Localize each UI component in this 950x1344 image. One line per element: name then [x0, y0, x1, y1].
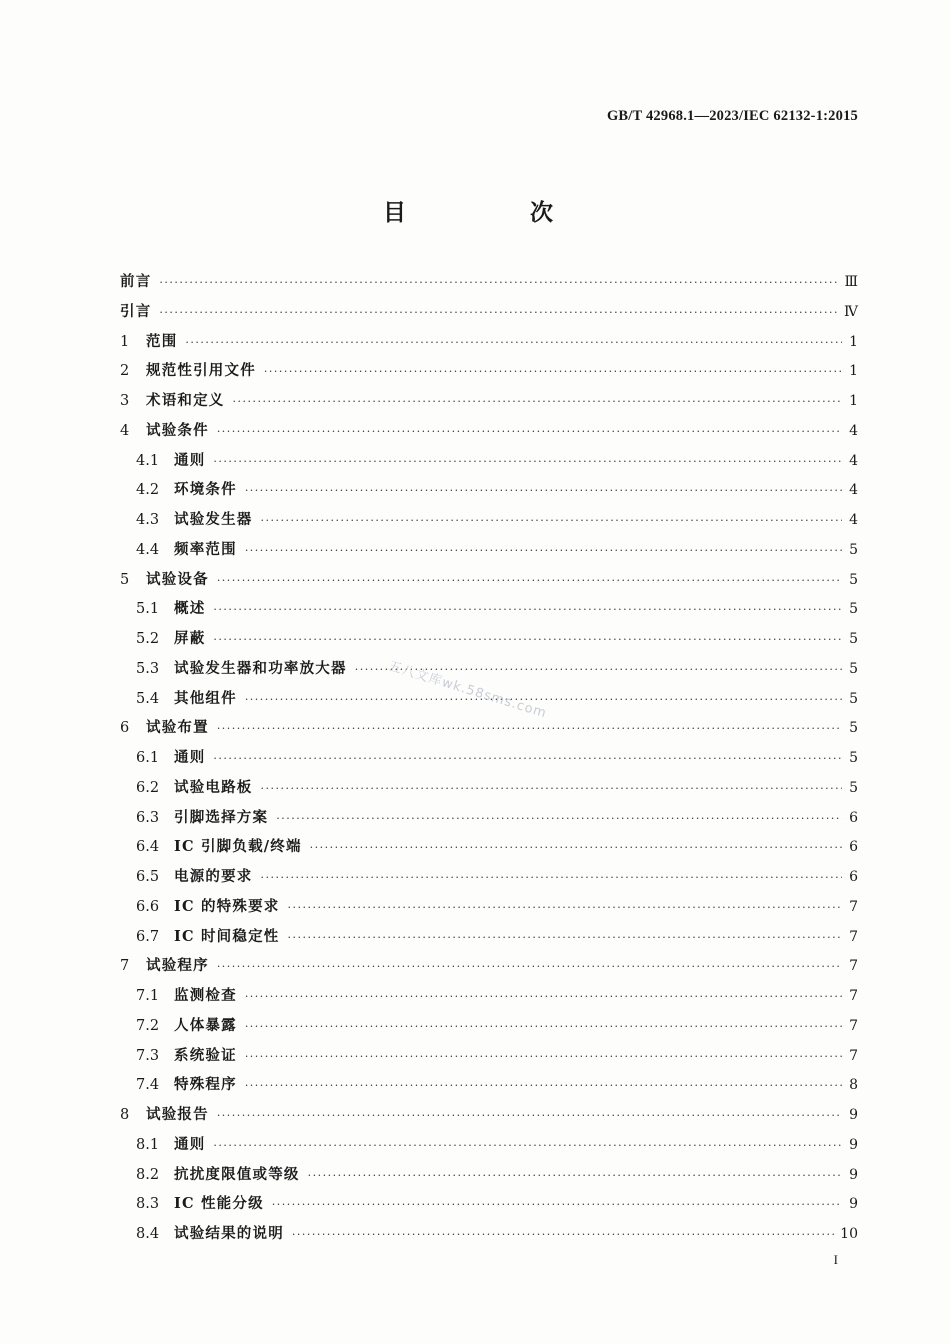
- toc-entry-page: 5: [849, 750, 858, 766]
- toc-dot-leader: [261, 514, 843, 527]
- toc-entry-title: 试验电路板: [174, 778, 253, 796]
- toc-entry[interactable]: [120, 776, 858, 806]
- toc-entry-page: 7: [849, 928, 858, 945]
- document-standard-number: GB/T 42968.1—2023/IEC 62132-1:2015: [606, 108, 858, 124]
- toc-dot-leader: [287, 901, 842, 914]
- toc-entry-page: 7: [849, 1017, 858, 1034]
- toc-entry-number: 6.3: [136, 809, 160, 826]
- toc-entry[interactable]: [120, 1163, 858, 1193]
- toc-entry-page: 7: [849, 1047, 858, 1064]
- toc-entry-title: 试验设备: [146, 570, 209, 588]
- toc-entry-page: 4: [849, 482, 858, 499]
- toc-entry-title: 试验条件: [146, 421, 209, 439]
- toc-dot-leader: [233, 395, 843, 408]
- toc-dot-leader: [217, 1109, 842, 1122]
- toc-entry-number: 4: [120, 422, 130, 439]
- toc-entry[interactable]: [120, 657, 858, 687]
- toc-entry[interactable]: [120, 1014, 858, 1044]
- toc-entry-page: 9: [849, 1107, 858, 1123]
- toc-entry[interactable]: [120, 478, 858, 508]
- toc-entry-number: 4.3: [136, 512, 160, 528]
- toc-entry-title: IC 时间稳定性: [174, 927, 280, 945]
- toc-dot-leader: [310, 841, 842, 854]
- toc-dot-leader: [213, 603, 842, 616]
- toc-entry-number: 6.2: [136, 779, 160, 796]
- toc-entry-page: 5: [849, 720, 858, 737]
- toc-dot-leader: [159, 306, 840, 319]
- toc-entry-number: 8.3: [136, 1196, 160, 1213]
- toc-entry-number: 1: [120, 333, 130, 350]
- toc-entry[interactable]: [120, 895, 858, 925]
- toc-dot-leader: [213, 455, 842, 468]
- toc-entry-title: 试验发生器: [174, 511, 253, 528]
- toc-entry[interactable]: [120, 1103, 858, 1133]
- toc-dot-leader: [292, 1228, 836, 1241]
- toc-dot-leader: [217, 574, 842, 587]
- toc-entry-page: 7: [849, 988, 858, 1004]
- toc-entry-number: 8.1: [136, 1136, 160, 1153]
- toc-entry[interactable]: [120, 389, 858, 419]
- toc-entry[interactable]: [120, 568, 858, 598]
- toc-entry-title: IC 的特殊要求: [174, 897, 280, 915]
- toc-entry-title: 引言: [120, 302, 152, 320]
- toc-entry[interactable]: [120, 449, 858, 479]
- toc-entry-number: 4.1: [136, 452, 160, 469]
- toc-entry-number: 6.7: [136, 928, 160, 945]
- toc-entry-page: 7: [849, 958, 858, 975]
- toc-entry[interactable]: [120, 925, 858, 955]
- toc-entry-page: Ⅳ: [844, 303, 858, 320]
- toc-entry-title: 特殊程序: [174, 1076, 237, 1094]
- toc-entry-title: 系统验证: [174, 1046, 237, 1064]
- toc-entry-title: 试验报告: [146, 1106, 209, 1123]
- toc-entry-number: 5.1: [136, 601, 160, 618]
- toc-entry[interactable]: [120, 984, 858, 1014]
- toc-entry-page: 5: [849, 571, 858, 588]
- toc-entry-page: 1: [849, 333, 858, 350]
- toc-dot-leader: [245, 484, 842, 497]
- toc-entry-title: IC 性能分级: [174, 1195, 264, 1213]
- toc-entry-page: 6: [849, 869, 858, 885]
- toc-entry[interactable]: [120, 716, 858, 746]
- toc-entry-title: 通则: [174, 749, 206, 766]
- toc-entry[interactable]: [120, 330, 858, 360]
- toc-entry-title: 概述: [174, 600, 206, 618]
- toc-dot-leader: [245, 990, 842, 1003]
- toc-entry-page: 5: [849, 601, 858, 618]
- toc-entry-page: 5: [849, 660, 858, 677]
- page-title: 目 次: [382, 199, 611, 226]
- toc-entry-number: 4.2: [136, 482, 160, 499]
- toc-entry[interactable]: [120, 508, 858, 538]
- toc-entry-number: 6.6: [136, 898, 160, 915]
- toc-dot-leader: [217, 722, 842, 735]
- toc-entry-title: 电源的要求: [174, 868, 253, 885]
- watermark: 五八文库wk.58sms.com: [386, 658, 549, 722]
- toc-entry-title: 环境条件: [174, 481, 237, 499]
- toc-entry-number: 5.3: [136, 660, 160, 677]
- toc-entry-title: 规范性引用文件: [146, 362, 256, 380]
- toc-entry-number: 6.4: [136, 839, 160, 856]
- toc-entry-title: 引脚选择方案: [174, 808, 269, 826]
- toc-entry-page: 1: [849, 363, 858, 380]
- toc-entry[interactable]: [120, 865, 858, 895]
- toc-entry-page: 7: [849, 898, 858, 915]
- toc-dot-leader: [245, 1050, 842, 1063]
- toc-entry-number: 6.1: [136, 750, 160, 766]
- toc-entry-page: 9: [849, 1196, 858, 1213]
- toc-dot-leader: [185, 336, 842, 349]
- toc-entry-number: 7.1: [136, 988, 160, 1004]
- toc-entry-number: 6: [120, 720, 130, 737]
- toc-entry-number: 5: [120, 571, 130, 588]
- toc-entry-number: 4.4: [136, 541, 160, 558]
- toc-entry[interactable]: [120, 746, 858, 776]
- toc-entry-page: 5: [849, 690, 858, 707]
- toc-entry[interactable]: [120, 954, 858, 984]
- toc-entry-page: 9: [849, 1136, 858, 1153]
- toc-entry-number: 5.4: [136, 690, 160, 707]
- toc-entry-page: 6: [849, 809, 858, 826]
- toc-entry-page: 4: [849, 452, 858, 469]
- toc-entry-page: 6: [849, 839, 858, 856]
- toc-dot-leader: [264, 365, 842, 378]
- toc-entry-title: 术语和定义: [146, 392, 225, 409]
- toc-entry[interactable]: [120, 627, 858, 657]
- toc-entry-number: 7.4: [136, 1077, 160, 1094]
- toc-entry[interactable]: [120, 270, 858, 300]
- toc-entry-number: 8: [120, 1107, 130, 1123]
- toc-entry-page: 10: [840, 1226, 858, 1242]
- toc-entry-number: 6.5: [136, 869, 160, 885]
- toc-entry-page: 5: [849, 779, 858, 796]
- page-number: I: [833, 1252, 838, 1267]
- toc-dot-leader: [217, 960, 842, 973]
- toc-dot-leader: [213, 1139, 842, 1152]
- toc-entry-number: 3: [120, 393, 130, 409]
- toc-entry-number: 2: [120, 363, 130, 380]
- toc-dot-leader: [261, 782, 843, 795]
- toc-entry[interactable]: [120, 835, 858, 865]
- toc-entry-title: 试验布置: [146, 719, 209, 737]
- toc-entry-page: 1: [849, 393, 858, 409]
- toc-entry-title: 范围: [146, 332, 178, 350]
- toc-entry[interactable]: [120, 1044, 858, 1074]
- toc-dot-leader: [261, 871, 843, 884]
- toc-entry[interactable]: [120, 1192, 858, 1222]
- toc-dot-leader: [213, 633, 842, 646]
- toc-entry-title: 抗扰度限值或等级: [174, 1165, 300, 1183]
- toc-entry-number: 8.2: [136, 1166, 160, 1183]
- toc-dot-leader: [287, 931, 842, 944]
- toc-entry-title: 其他组件: [174, 689, 237, 707]
- toc-dot-leader: [159, 276, 840, 289]
- toc-entry-page: 5: [849, 541, 858, 558]
- toc-entry-page: 5: [849, 631, 858, 647]
- toc-entry-title: 频率范围: [174, 540, 237, 558]
- toc-entry-title: 通则: [174, 1135, 206, 1153]
- toc-entry[interactable]: [120, 419, 858, 449]
- table-of-contents: [120, 270, 858, 1252]
- toc-entry[interactable]: [120, 1073, 858, 1103]
- toc-entry-title: 试验程序: [146, 957, 209, 975]
- toc-entry-number: 8.4: [136, 1226, 160, 1242]
- toc-dot-leader: [245, 1079, 842, 1092]
- toc-entry-page: 4: [849, 422, 858, 439]
- toc-entry-title: 人体暴露: [174, 1016, 237, 1034]
- toc-entry[interactable]: [120, 1133, 858, 1163]
- toc-entry-title: 试验发生器和功率放大器: [174, 659, 347, 677]
- toc-dot-leader: [245, 1020, 842, 1033]
- toc-dot-leader: [276, 812, 842, 825]
- toc-entry-number: 7.2: [136, 1017, 160, 1034]
- toc-dot-leader: [272, 1198, 842, 1211]
- toc-entry-page: Ⅲ: [844, 274, 858, 290]
- toc-entry-page: 9: [849, 1166, 858, 1183]
- toc-entry-title: 屏蔽: [174, 630, 206, 647]
- toc-entry-number: 7.3: [136, 1047, 160, 1064]
- toc-dot-leader: [245, 544, 842, 557]
- toc-entry[interactable]: [120, 597, 858, 627]
- toc-entry-title: 试验结果的说明: [174, 1225, 284, 1242]
- toc-entry[interactable]: [120, 1222, 858, 1252]
- toc-entry-number: 5.2: [136, 631, 160, 647]
- toc-entry-title: 监测检查: [174, 987, 237, 1004]
- toc-dot-leader: [213, 752, 842, 765]
- toc-entry-number: 7: [120, 958, 130, 975]
- toc-entry[interactable]: [120, 538, 858, 568]
- toc-entry[interactable]: [120, 359, 858, 389]
- toc-entry[interactable]: [120, 300, 858, 330]
- toc-entry-title: 前言: [120, 273, 152, 290]
- toc-entry-title: IC 引脚负载/终端: [174, 838, 302, 856]
- toc-entry-page: 4: [849, 512, 858, 528]
- toc-entry[interactable]: [120, 806, 858, 836]
- toc-dot-leader: [217, 425, 842, 438]
- toc-entry-page: 8: [849, 1077, 858, 1094]
- toc-dot-leader: [308, 1169, 842, 1182]
- toc-entry-title: 通则: [174, 451, 206, 469]
